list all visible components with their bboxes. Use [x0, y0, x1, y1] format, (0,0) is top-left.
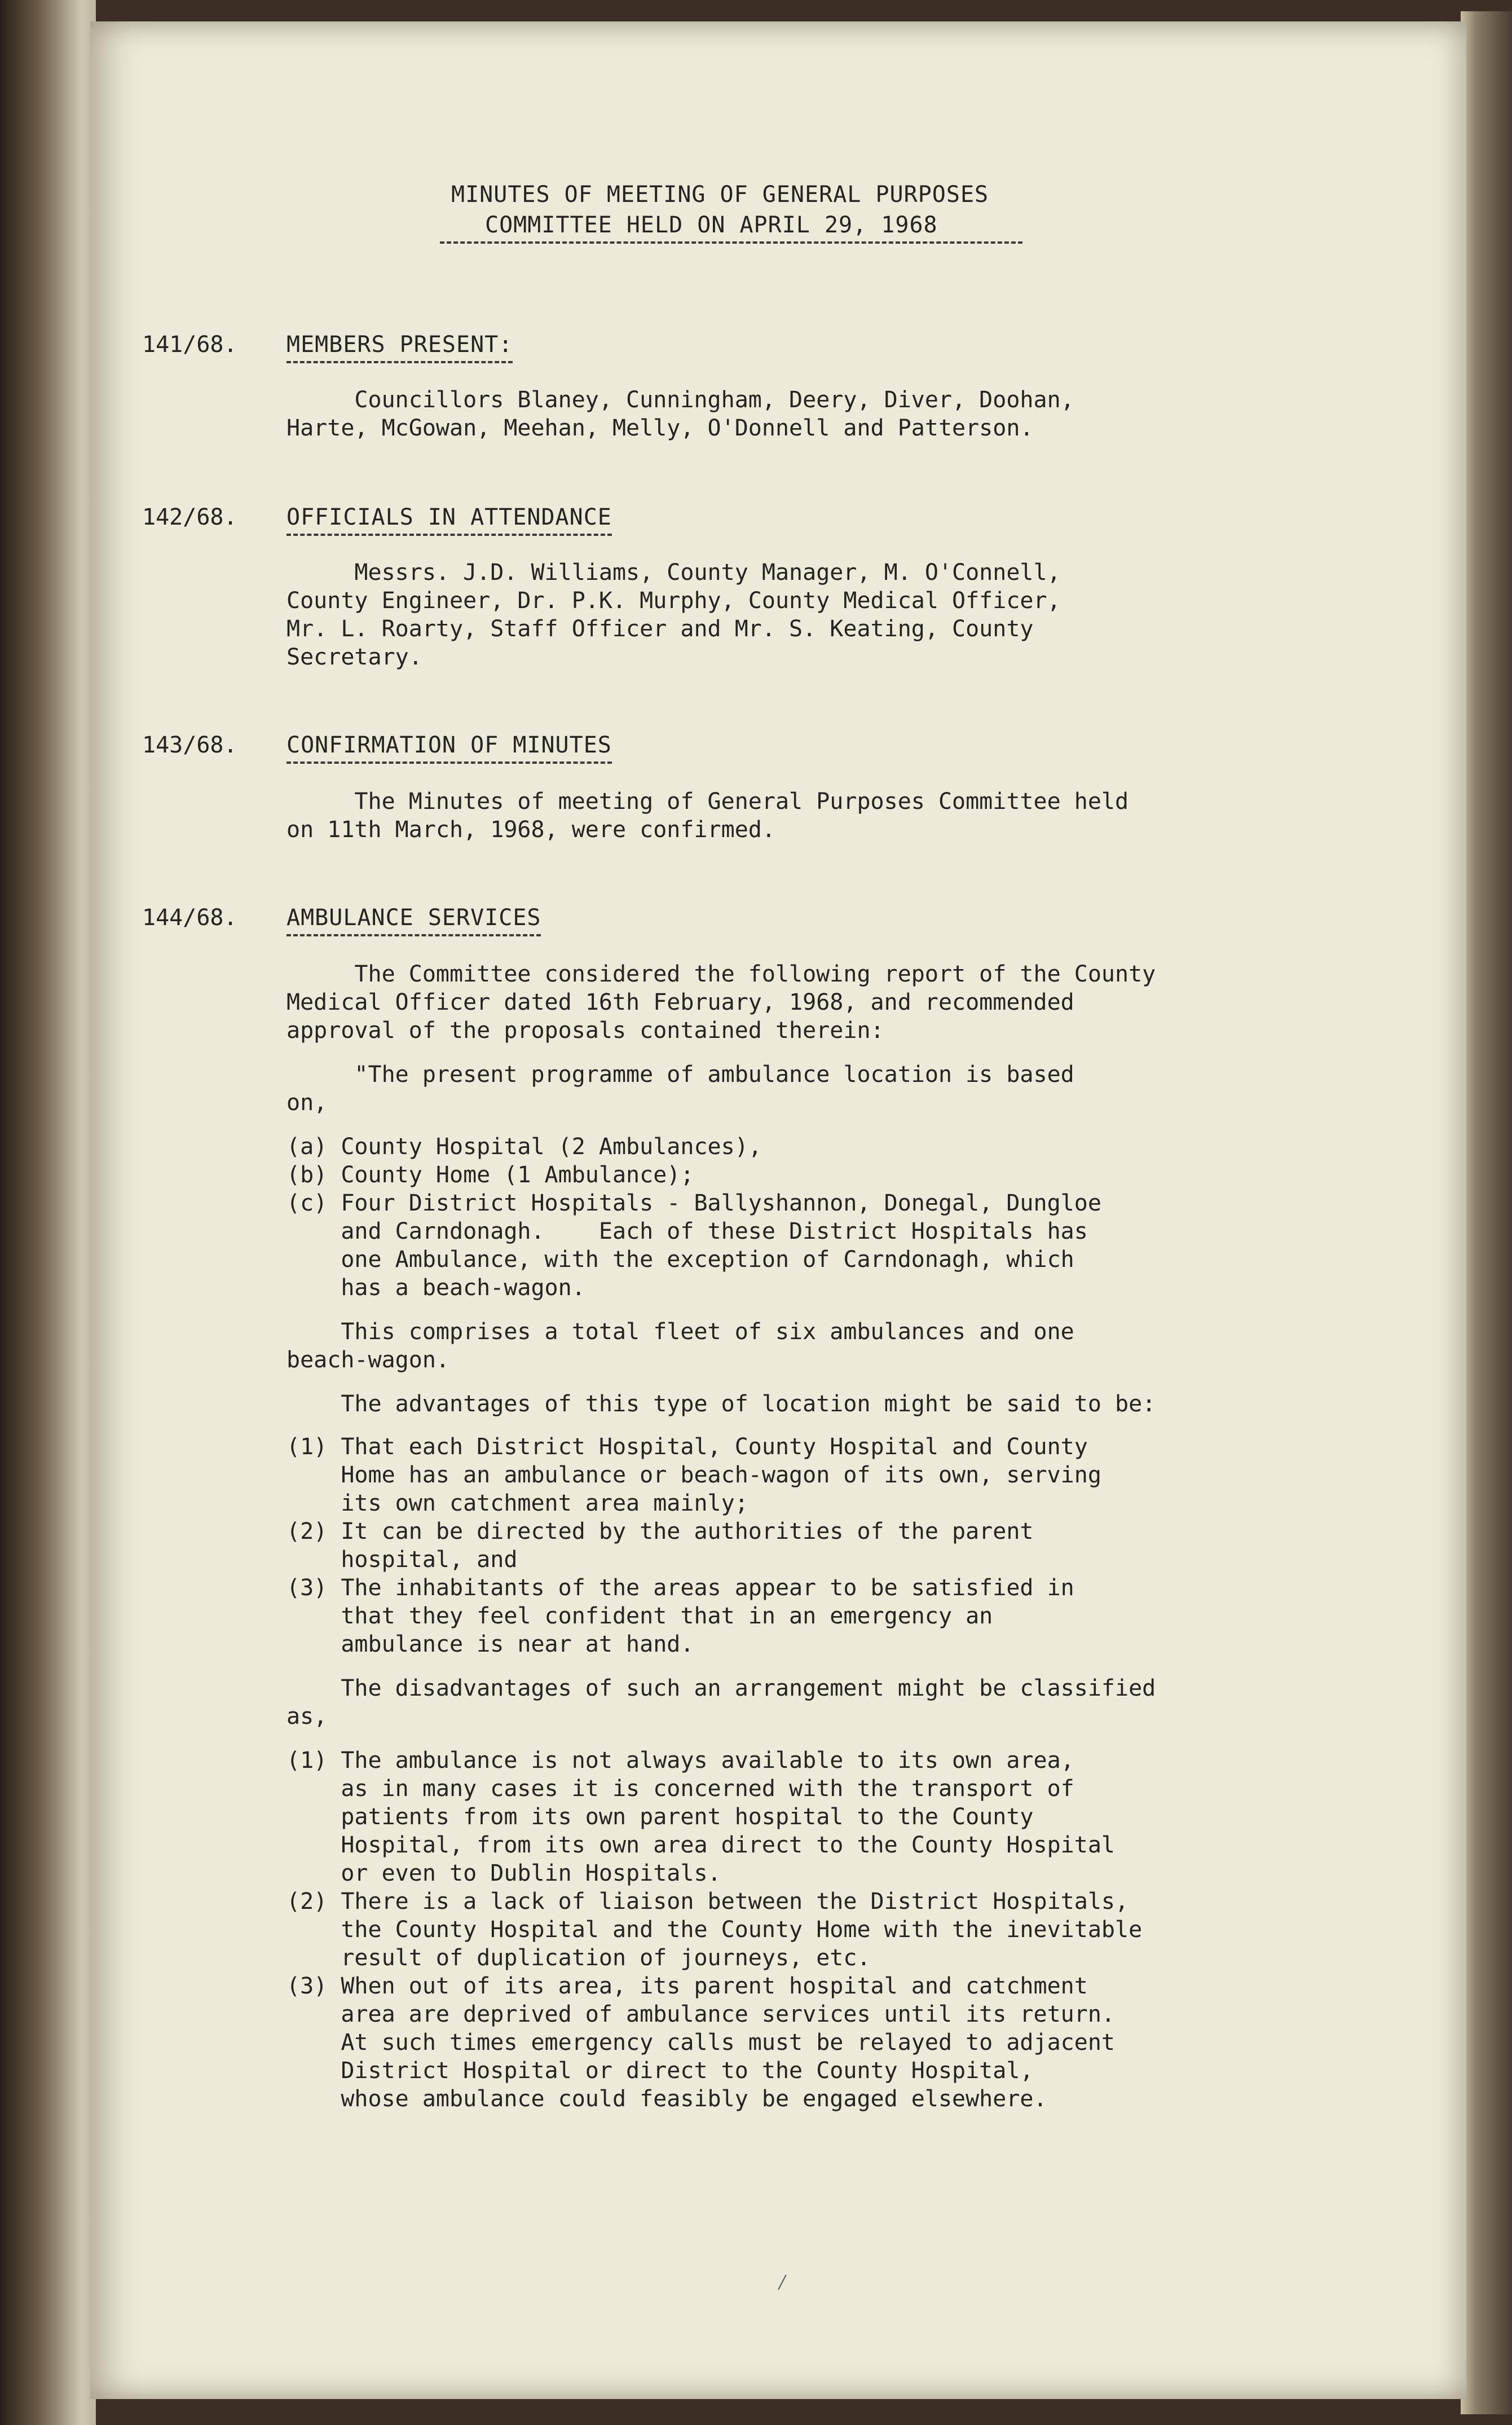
- body-line: County Engineer, Dr. P.K. Murphy, County Medical Officer,: [286, 588, 1061, 614]
- item-number: 142/68.: [142, 504, 237, 530]
- body-line: Harte, McGowan, Meehan, Melly, O'Donnell and Patterson.: [286, 415, 1034, 441]
- report-line: At such times emergency calls must be relayed to adjacent: [286, 2030, 1116, 2056]
- title-line-2-text: COMMITTEE HELD ON APRIL 29, 1968: [440, 212, 1022, 244]
- report-line: and Carndonagh. Each of these District Hospitals has: [286, 1218, 1088, 1244]
- title-line-2: [485, 211, 1022, 239]
- report-line: District Hospital or direct to the County Hospital,: [286, 2058, 1034, 2084]
- report-line: Home has an ambulance or beach-wagon of its own, serving: [286, 1462, 1101, 1488]
- body-line: Medical Officer dated 16th February, 1968, and recommended: [286, 989, 1074, 1015]
- report-line: (2) It can be directed by the authorities of the parent: [286, 1519, 1034, 1544]
- report-line: (3) The inhabitants of the areas appear to be satisfied in: [286, 1575, 1074, 1601]
- report-line: (3) When out of its area, its parent hospital and catchment: [286, 1973, 1088, 1999]
- title-line-1: MINUTES OF MEETING OF GENERAL PURPOSES: [451, 182, 989, 208]
- report-line: ambulance is near at hand.: [286, 1631, 694, 1657]
- heading-text: OFFICIALS IN ATTENDANCE: [286, 504, 612, 536]
- body-line: The Minutes of meeting of General Purposes Committee held: [286, 789, 1129, 815]
- report-line: beach-wagon.: [286, 1347, 449, 1373]
- report-line: (c) Four District Hospitals - Ballyshannon, Donegal, Dungloe: [286, 1190, 1101, 1216]
- report-line: (a) County Hospital (2 Ambulances),: [286, 1134, 762, 1160]
- body-line: Councillors Blaney, Cunningham, Deery, Diver, Doohan,: [286, 387, 1074, 413]
- heading-text: MEMBERS PRESENT:: [286, 332, 513, 363]
- report-line: or even to Dublin Hospitals.: [286, 1860, 721, 1886]
- report-line: Hospital, from its own area direct to the County Hospital: [286, 1832, 1116, 1858]
- item-heading: [286, 731, 612, 759]
- body-line: Secretary.: [286, 644, 422, 670]
- report-line: area are deprived of ambulance services until its return.: [286, 2001, 1116, 2027]
- report-line: result of duplication of journeys, etc.: [286, 1945, 871, 1971]
- document-page: [90, 21, 1466, 2399]
- item-heading: [286, 503, 612, 531]
- report-line: The disadvantages of such an arrangement might be classified: [286, 1675, 1156, 1701]
- report-line: "The present programme of ambulance location is based: [286, 1062, 1074, 1088]
- item-number: 143/68.: [142, 732, 237, 758]
- body-line: Messrs. J.D. Williams, County Manager, M. O'Connell,: [286, 560, 1061, 586]
- report-line: as,: [286, 1704, 328, 1729]
- report-line: (1) That each District Hospital, County Hospital and County: [286, 1434, 1088, 1460]
- page-edge: [1461, 11, 1512, 2414]
- report-line: (1) The ambulance is not always available to its own area,: [286, 1748, 1074, 1773]
- item-number: 144/68.: [142, 905, 237, 931]
- report-line: The advantages of this type of location might be said to be:: [286, 1391, 1156, 1417]
- item-number: 141/68.: [142, 332, 237, 358]
- document-body: [90, 21, 1466, 2399]
- report-line: hospital, and: [286, 1547, 518, 1573]
- body-line: The Committee considered the following report of the County: [286, 961, 1156, 987]
- report-line: patients from its own parent hospital to the County: [286, 1804, 1034, 1830]
- heading-text: CONFIRMATION OF MINUTES: [286, 732, 612, 764]
- item-heading: [286, 331, 513, 359]
- report-line: whose ambulance could feasibly be engaged elsewhere.: [286, 2086, 1047, 2112]
- report-line: one Ambulance, with the exception of Carndonagh, which: [286, 1247, 1074, 1273]
- pen-mark: ⁄: [775, 2269, 790, 2295]
- report-line: its own catchment area mainly;: [286, 1490, 748, 1516]
- report-line: that they feel confident that in an emergency an: [286, 1603, 993, 1629]
- report-line: This comprises a total fleet of six ambulances and one: [286, 1319, 1074, 1345]
- report-line: has a beach-wagon.: [286, 1275, 585, 1301]
- report-line: (2) There is a lack of liaison between the District Hospitals,: [286, 1889, 1129, 1915]
- body-line: on 11th March, 1968, were confirmed.: [286, 817, 775, 843]
- item-heading: [286, 904, 541, 932]
- report-line: as in many cases it is concerned with the transport of: [286, 1776, 1074, 1802]
- body-line: Mr. L. Roarty, Staff Officer and Mr. S. Keating, County: [286, 616, 1034, 642]
- body-line: approval of the proposals contained therein:: [286, 1018, 884, 1044]
- report-line: the County Hospital and the County Home with the inevitable: [286, 1917, 1143, 1943]
- report-line: on,: [286, 1090, 328, 1116]
- book-binding: [0, 0, 96, 2425]
- heading-text: AMBULANCE SERVICES: [286, 905, 541, 936]
- report-line: (b) County Home (1 Ambulance);: [286, 1162, 694, 1188]
